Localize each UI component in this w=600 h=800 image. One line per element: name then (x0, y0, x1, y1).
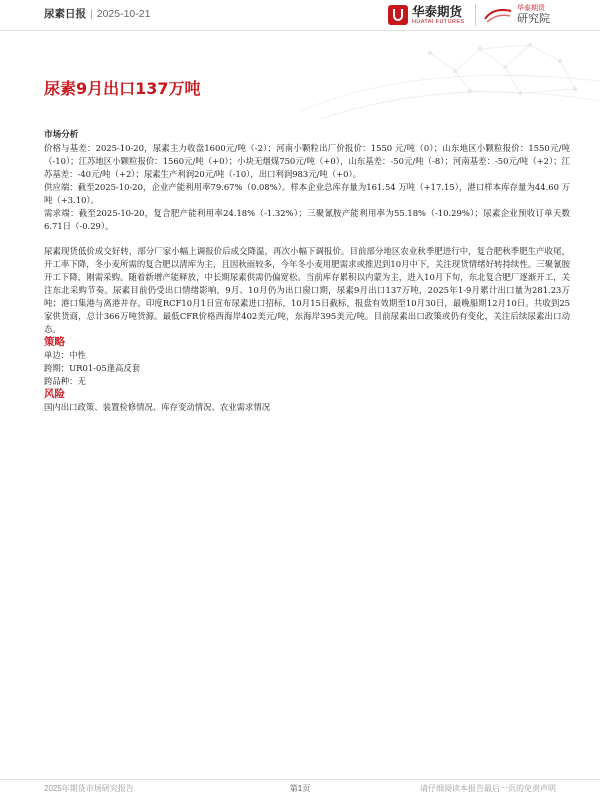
page-header (0, 0, 600, 30)
institute-name: 研究院 (517, 13, 550, 25)
risk-heading: 风险 (44, 388, 65, 400)
strategy-spread: 跨期：UR01-05逢高反套 (44, 363, 141, 373)
page-title: 尿素9月出口137万吨 (44, 79, 201, 98)
institute-swirl-icon (483, 5, 513, 25)
report-meta (44, 6, 150, 21)
footer-left: 2025年期货市场研究报告 (44, 784, 134, 793)
demand-paragraph: 需求端：截至2025-10-20，复合肥产能利用率24.18%（-1.32%）；三聚氰胺产能利用率为55.18%（-10.29%）；尿素企业预收订单天数6.71日（-0.29）。 (44, 208, 570, 231)
summary-paragraph: 尿素现货低价成交好转，部分厂家小幅上调报价后成交降温，再次小幅下调报价。目前部分地区农业秋季肥进行中，复合肥秋季肥生产收尾，开工率下降，冬小麦所需的复合肥以清库为主，且因秋雨较多，今年冬小麦用肥需求或推迟到10月中下，关注现货情绪好转持续性。三聚氰胺开工下降，刚需采购。随着新增产能释放，中长期尿素供需仍偏宽松。当前库存累积以内蒙为主，进入10月下旬，东北复合肥厂逐渐开工，关注东北采购节奏。尿素目前仍受出口情绪影响，9月、10月仍为出口窗口期，尿素9月出口137万吨，2025年1-9月累计出口量为281.23万吨；港口集港与离港并存。印度RCF10月1日宣布尿素进口招标，10月15日截标，报盘有效期至10月30日，最晚船期12月10日。共收到25家供货商，总计366万吨货源。最低CFR价格西海岸402美元/吨，东海岸395美元/吨。目前尿素出口政策或仍有变化，关注后续尿素出口动态。 (44, 246, 570, 334)
research-institute-logo (483, 2, 550, 28)
supply-paragraph: 供应端：截至2025-10-20，企业产能利用率79.67%（0.08%）。样本企业总库存量为161.54 万吨（+17.15），港口样本库存量为44.60 万吨（+3.10）。 (44, 182, 570, 205)
report-type: 尿素日报 (44, 8, 86, 20)
price-basis-paragraph: 价格与基差：2025-10-20，尿素主力收盘1600元/吨（-2）；河南小颗粒出厂价报价：1550 元/吨（0）；山东地区小颗粒报价：1550元/吨（-10）；江苏地区小颗粒报价：1560元/吨（+0）；小块无烟煤750元/吨（+0），山东基差：-50元/吨（-8）；河南基差：-50元/吨（+2）；江苏基差：-40元/吨（+2）；尿素生产利润20元/吨（-10），出口利润983元/吨（+0）。 (44, 143, 570, 179)
strategy-cross: 跨品种：无 (44, 376, 86, 386)
huatai-futures-logo (388, 2, 464, 28)
huatai-logo-icon (388, 5, 408, 25)
logo-divider (475, 4, 476, 26)
strategy-heading: 策略 (44, 336, 65, 348)
separator: | (90, 8, 93, 20)
footer-rule (0, 779, 600, 780)
report-body (44, 129, 570, 414)
strategy-single: 单边：中性 (44, 350, 86, 360)
logo-en: HUATAI FUTURES (412, 18, 465, 25)
footer-disclaimer: 请仔细阅读本报告最后一页的免责声明 (420, 784, 556, 793)
logo-cn: 华泰期货 (412, 4, 463, 19)
market-analysis-heading: 市场分析 (44, 130, 79, 140)
report-date: 2025-10-21 (96, 8, 151, 20)
institute-top: 华泰期货 (517, 5, 545, 12)
risk-text: 国内出口政策、装置检修情况、库存变动情况、农业需求情况 (44, 402, 271, 412)
page-number: 第1页 (289, 784, 311, 793)
